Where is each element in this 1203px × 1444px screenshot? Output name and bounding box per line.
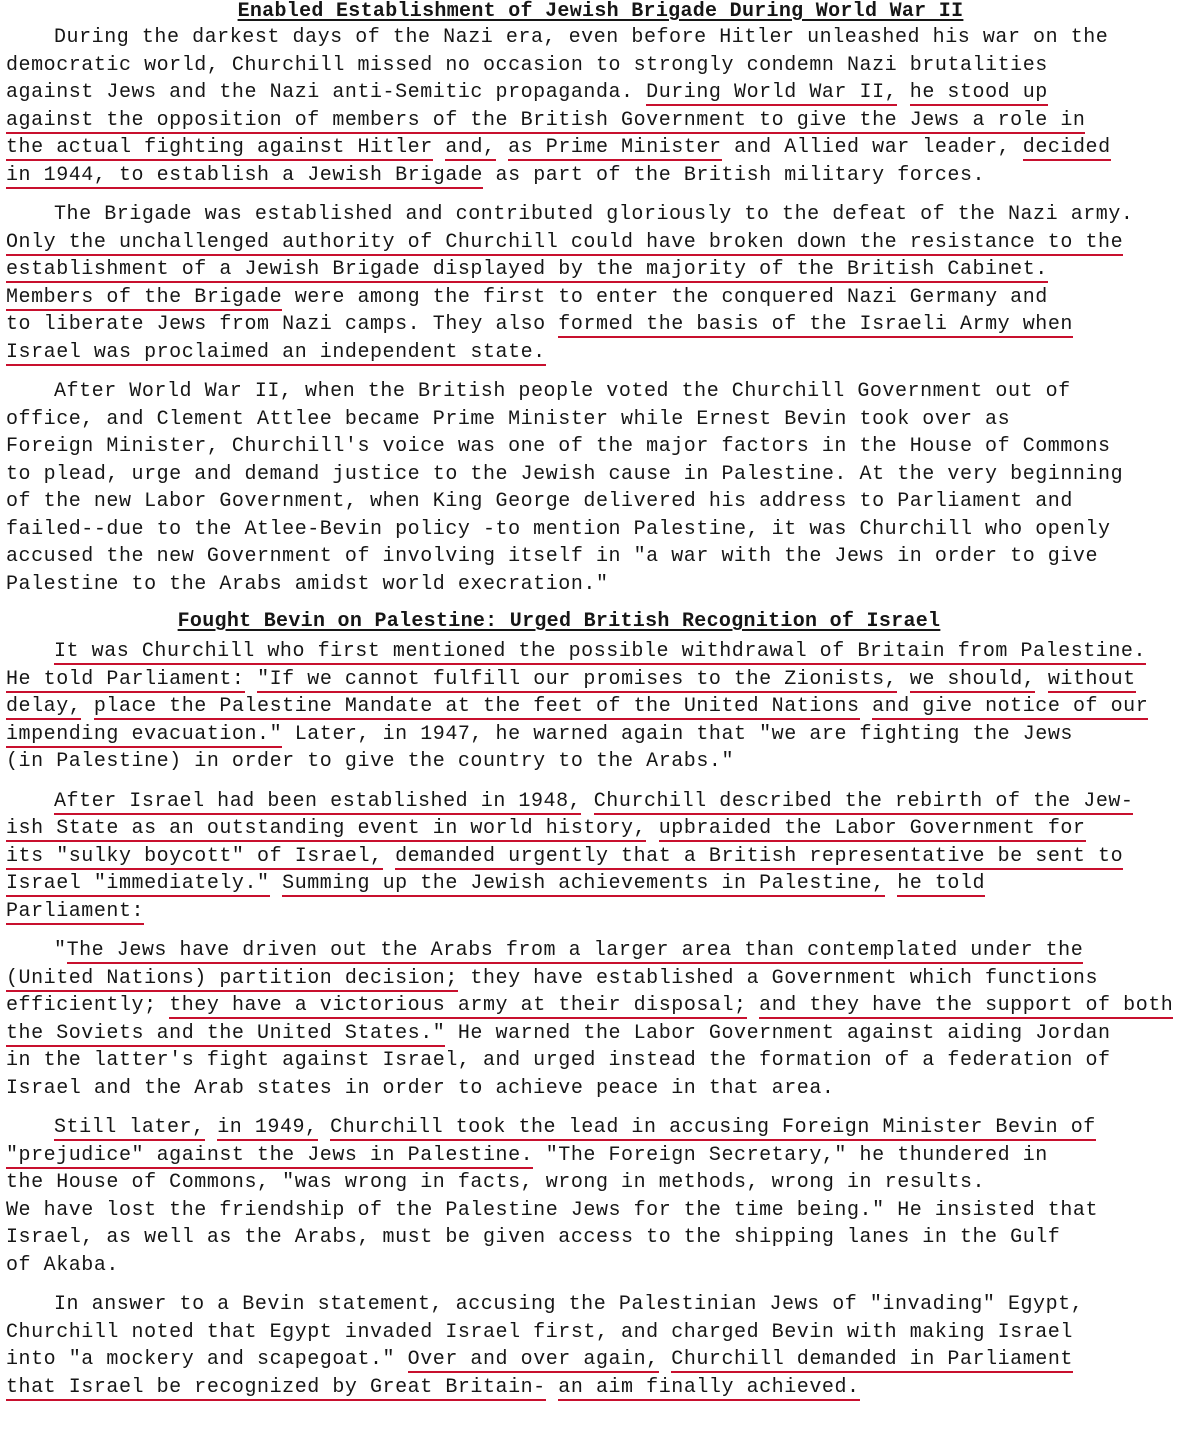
text-run (546, 1376, 559, 1399)
underlined-phrase: Israel "immediately." (6, 872, 270, 895)
text-run (581, 790, 594, 813)
text-run: accused the new Government of involving itself in "a war with the Jews in order to give (6, 545, 1099, 568)
text-line (6, 543, 1197, 571)
underlined-phrase: Parliament: (6, 899, 145, 923)
section-heading-jewish-brigade: Enabled Establishment of Jewish Brigade During World War II (237, 0, 964, 23)
text-line (6, 870, 1197, 898)
text-run: Churchill noted that Egypt invaded Israel first, and charged Bevin with making Israel (6, 1320, 1073, 1344)
paragraph (6, 378, 1197, 598)
text-run (81, 695, 94, 718)
text-run (433, 136, 446, 159)
paragraph (6, 1114, 1197, 1279)
paragraph (6, 1291, 1197, 1401)
paragraph (6, 201, 1197, 366)
underlined-phrase: Over and over again, (407, 1348, 659, 1371)
text-line (6, 748, 1197, 776)
text-run: as part of the British military forces. (482, 163, 986, 187)
text-line (6, 898, 1197, 926)
underlined-phrase: Israel was proclaimed an independent state. (6, 340, 546, 364)
text-line (6, 256, 1197, 284)
text-line (6, 1075, 1197, 1103)
text-line (6, 201, 1197, 229)
text-line (6, 378, 1197, 406)
underlined-phrase: Summing up the Jewish achievements in Palestine, (282, 872, 885, 895)
underlined-phrase: "If we cannot fulfill our promises to the Zionists, (257, 667, 898, 691)
text-run (1035, 668, 1048, 691)
text-run: After World War II, when the British people voted the Churchill Government out of (54, 380, 1071, 403)
text-run: and Allied war leader, (721, 136, 1023, 159)
underlined-phrase: formed the basis of the Israeli Army when (558, 313, 1073, 336)
text-run: against Jews and the Nazi anti-Semitic propaganda. (6, 81, 647, 104)
underlined-phrase: ish State as an outstanding event in world history, (6, 817, 647, 840)
underlined-phrase: in 1949, (217, 1116, 318, 1139)
underlined-phrase: demanded urgently that a British representative be sent to (395, 844, 1124, 868)
underlined-phrase: he stood up (909, 81, 1048, 104)
text-line (6, 134, 1197, 162)
text-run (383, 845, 396, 868)
text-run: We have lost the friendship of the Palestine Jews for the time being." He insisted that (6, 1198, 1099, 1222)
text-run: to plead, urge and demand justice to the Jewish cause in Palestine. At the very beginning (6, 462, 1124, 486)
text-line (6, 488, 1197, 516)
text-line (6, 229, 1197, 257)
underlined-phrase: that Israel be recognized by Great Britain- (6, 1375, 546, 1399)
paragraph (6, 24, 1197, 189)
text-line (6, 339, 1197, 367)
text-run: democratic world, Churchill missed no occasion to strongly condemn Nazi brutalities (6, 53, 1048, 77)
underlined-phrase: an aim finally achieved. (558, 1375, 860, 1399)
text-run: In answer to a Bevin statement, accusing the Palestinian Jews of "invading" Egypt, (54, 1293, 1084, 1316)
paragraph (6, 788, 1197, 926)
underlined-phrase: he told (897, 872, 986, 895)
text-run: the House of Commons, "was wrong in facts, wrong in methods, wrong in results. (6, 1171, 986, 1194)
paragraph (6, 937, 1197, 1102)
text-run (318, 1116, 331, 1139)
underlined-phrase: During World War II, (646, 81, 898, 104)
underlined-phrase: upbraided the Labor Government for (658, 817, 1086, 840)
underlined-phrase: Still later, (54, 1116, 205, 1139)
text-run: Israel, as well as the Arabs, must be given access to the shipping lanes in the Gulf (6, 1226, 1061, 1249)
underlined-phrase: decided (1022, 136, 1111, 159)
underlined-phrase: the Soviets and the United States." (6, 1021, 446, 1045)
text-line (6, 1169, 1197, 1197)
text-line (6, 52, 1197, 80)
text-run: efficiently; (6, 994, 170, 1017)
text-run: office, and Clement Attlee became Prime Minister while Ernest Bevin took over as (6, 407, 1011, 431)
text-line (6, 571, 1197, 599)
underlined-phrase: and give notice of our (872, 695, 1149, 718)
underlined-phrase: place the Palestine Mandate at the feet of the United Nations (93, 695, 860, 718)
section-heading-fought-bevin: Fought Bevin on Palestine: Urged British Recognition of Israel (177, 610, 941, 633)
underlined-phrase: the actual fighting against Hitler (6, 136, 433, 159)
text-line (6, 638, 1197, 666)
text-run (245, 668, 258, 691)
text-run: (in Palestine) in order to give the country to the Arabs." (6, 750, 735, 773)
text-run: "The Foreign Secretary," he thundered in (533, 1143, 1048, 1167)
underlined-phrase: and they have the support of both (759, 994, 1174, 1017)
text-run: failed--due to the Atlee-Bevin policy -to mention Palestine, it was Churchill who openly (6, 517, 1111, 541)
text-run (885, 872, 898, 895)
text-line (6, 1224, 1197, 1252)
text-run (747, 994, 760, 1017)
paragraph (6, 638, 1197, 776)
text-line (6, 1142, 1197, 1170)
underlined-phrase: The Jews have driven out the Arabs from a larger area than contemplated under the (66, 939, 1084, 962)
underlined-phrase: delay, (6, 695, 82, 718)
underlined-phrase: (United Nations) partition decision; (6, 966, 458, 990)
text-line (6, 1047, 1197, 1075)
text-run: He warned the Labor Government against aiding Jordan (445, 1021, 1111, 1045)
text-line (6, 24, 1197, 52)
underlined-phrase: He told Parliament: (6, 667, 245, 691)
underlined-phrase: they have a victorious army at their disposal; (169, 994, 747, 1017)
text-run (646, 817, 659, 840)
underlined-phrase: without (1047, 667, 1136, 691)
text-line (6, 284, 1197, 312)
text-run: of the new Labor Government, when King George delivered his address to Parliament and (6, 490, 1073, 513)
text-line (6, 788, 1197, 816)
text-run: were among the first to enter the conquered Nazi Germany and (282, 285, 1048, 309)
text-line (6, 1114, 1197, 1142)
underlined-phrase: its "sulky boycott" of Israel, (6, 844, 383, 868)
underlined-phrase: It was Churchill who first mentioned the possible withdrawal of Britain from Palestine. (54, 640, 1147, 663)
text-line (6, 311, 1197, 339)
text-line (6, 162, 1197, 190)
text-run: During the darkest days of the Nazi era, even before Hitler unleashed his war on the (54, 26, 1109, 49)
text-line (6, 406, 1197, 434)
underlined-phrase: against the opposition of members of the British Government to give the Jews a role in (6, 108, 1086, 132)
text-run: to liberate Jews from Nazi camps. They also (6, 313, 559, 336)
text-run: Palestine to the Arabs amidst world execration." (6, 572, 609, 596)
text-run: Foreign Minister, Churchill's voice was one of the major factors in the House of Commons (6, 435, 1111, 458)
underlined-phrase: as Prime Minister (508, 136, 722, 159)
text-run (496, 136, 509, 159)
text-run (270, 872, 283, 895)
text-run: The Brigade was established and contributed gloriously to the defeat of the Nazi army. (54, 203, 1134, 226)
text-line (6, 107, 1197, 135)
text-run: they have established a Government which functions (457, 966, 1099, 990)
text-line (6, 1197, 1197, 1225)
text-line (6, 965, 1197, 993)
text-line (6, 433, 1197, 461)
text-line (6, 1319, 1197, 1347)
text-run (860, 695, 873, 718)
text-run (205, 1116, 218, 1139)
underlined-phrase: Only the unchallenged authority of Churchill could have broken down the resistance to the (6, 230, 1124, 254)
text-run: Later, in 1947, he warned again that "we are fighting the Jews (282, 722, 1073, 746)
underlined-phrase: After Israel had been established in 1948, (54, 789, 582, 813)
text-line (6, 666, 1197, 694)
text-run (659, 1348, 672, 1371)
text-line (6, 843, 1197, 871)
underlined-phrase: Churchill took the lead in accusing Foreign Minister Bevin of (330, 1116, 1096, 1139)
text-run: of Akaba. (6, 1253, 119, 1277)
text-line (6, 693, 1197, 721)
underlined-phrase: "prejudice" against the Jews in Palestine. (6, 1143, 534, 1167)
underlined-phrase: establishment of a Jewish Brigade displayed by the majority of the British Cabinet. (6, 258, 1048, 281)
text-line (6, 1291, 1197, 1319)
text-line (6, 461, 1197, 489)
text-line (6, 1346, 1197, 1374)
underlined-phrase: we should, (909, 667, 1036, 691)
underlined-phrase: and, (445, 136, 496, 159)
text-run: in the latter's fight against Israel, and urged instead the formation of a federation of (6, 1049, 1111, 1072)
text-run: Israel and the Arab states in order to achieve peace in that area. (6, 1076, 835, 1100)
text-line (6, 721, 1197, 749)
underlined-phrase: in 1944, to establish a Jewish Brigade (6, 163, 483, 187)
text-line (6, 79, 1197, 107)
text-run (897, 81, 910, 104)
underlined-phrase: impending evacuation." (6, 722, 283, 746)
text-line (6, 937, 1197, 965)
text-line (6, 815, 1197, 843)
text-line (6, 1020, 1197, 1048)
text-line (6, 992, 1197, 1020)
text-run (897, 668, 910, 691)
text-line (6, 1252, 1197, 1280)
text-line (6, 1374, 1197, 1402)
underlined-phrase: Churchill described the rebirth of the Jew- (593, 789, 1134, 813)
underlined-phrase: Churchill demanded in Parliament (671, 1348, 1073, 1371)
text-line (6, 516, 1197, 544)
underlined-phrase: Members of the Brigade (6, 285, 283, 309)
text-run: into "a mockery and scapegoat." (6, 1348, 408, 1371)
text-run: " (54, 939, 67, 962)
